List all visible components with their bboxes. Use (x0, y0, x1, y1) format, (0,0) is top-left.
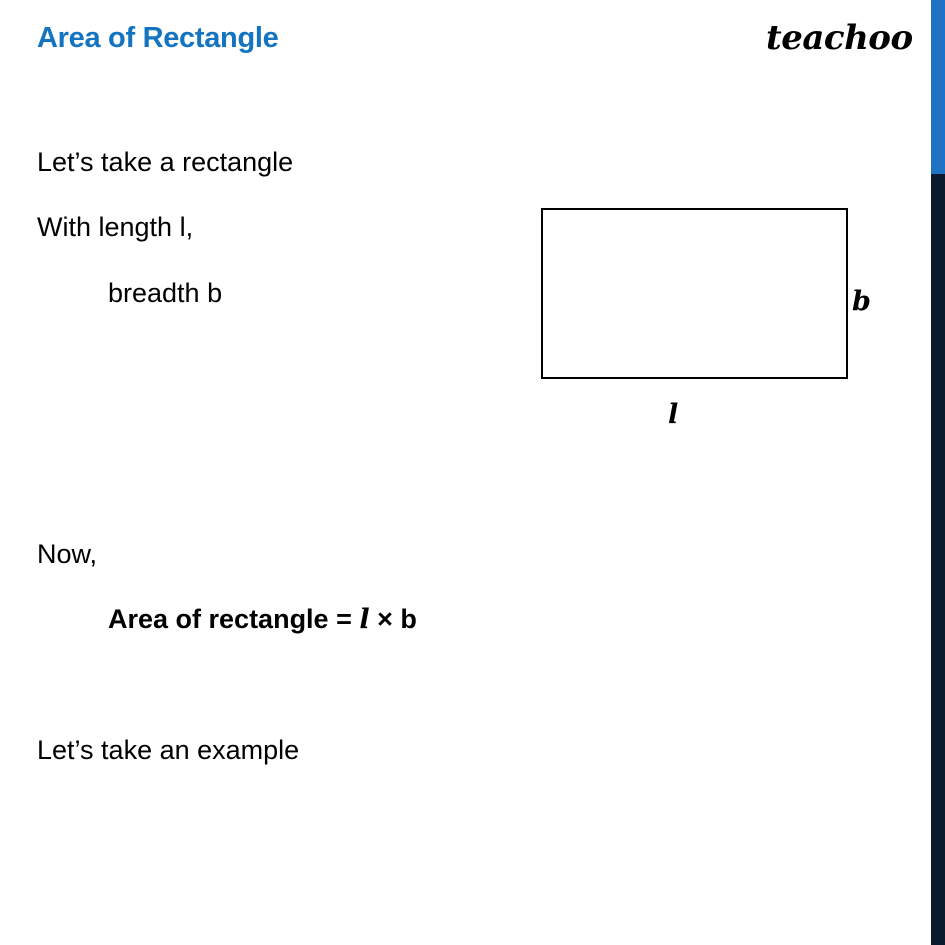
side-bar-accent (931, 0, 945, 174)
breadth-label: b (852, 286, 871, 317)
formula-prefix: Area of rectangle = (108, 604, 360, 634)
breadth-text: breadth b (108, 278, 223, 308)
page-title: Area of Rectangle (37, 22, 279, 54)
length-label: l (668, 399, 679, 430)
example-text: Let’s take an example (37, 735, 300, 765)
teachoo-logo: teachoo (766, 18, 913, 58)
rectangle-figure (541, 208, 848, 379)
now-text: Now, (37, 539, 98, 569)
formula-suffix: × b (369, 604, 417, 634)
area-formula (108, 604, 417, 635)
length-text: With length l, (37, 212, 194, 242)
intro-text: Let’s take a rectangle (37, 147, 294, 177)
formula-variable-l: l (359, 604, 370, 635)
